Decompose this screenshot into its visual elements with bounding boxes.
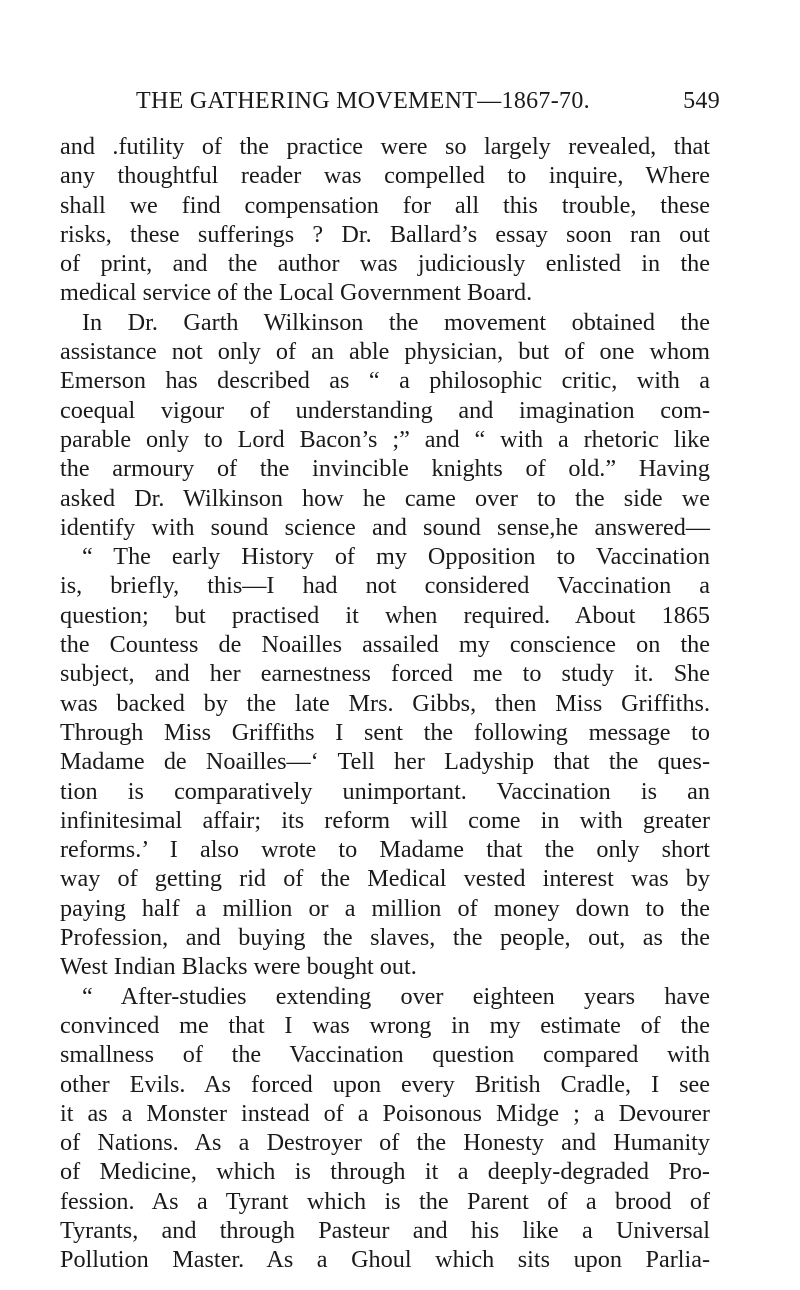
text-line: Madame de Noailles—‘ Tell her Ladyship that the ques- bbox=[60, 748, 710, 776]
text-line: it as a Monster instead of a Poisonous Midge ; a Devourer bbox=[60, 1099, 710, 1127]
text-line: the armoury of the invincible knights of old.” Having bbox=[60, 455, 710, 483]
text-line: assistance not only of an able physician, but of one whom bbox=[60, 338, 710, 366]
chapter-title: THE GATHERING MOVEMENT—1867-70. bbox=[136, 88, 590, 114]
text-line: parable only to Lord Bacon’s ;” and “ with a rhetoric like bbox=[60, 425, 710, 453]
text-line: tion is comparatively unimportant. Vaccination is an bbox=[60, 777, 710, 805]
text-line: was backed by the late Mrs. Gibbs, then Miss Griffiths. bbox=[60, 689, 710, 717]
text-line: “ After-studies extending over eighteen years have bbox=[82, 982, 710, 1010]
text-line: identify with sound science and sound sense,he answered— bbox=[60, 513, 710, 541]
text-line: Profession, and buying the slaves, the people, out, as the bbox=[60, 924, 710, 952]
text-line: coequal vigour of understanding and imagination com- bbox=[60, 396, 710, 424]
text-line: In Dr. Garth Wilkinson the movement obtained the bbox=[82, 308, 710, 336]
text-line: reforms.’ I also wrote to Madame that the only short bbox=[60, 836, 710, 864]
text-line: is, briefly, this—I had not considered Vaccination a bbox=[60, 572, 710, 600]
text-line: the Countess de Noailles assailed my conscience on the bbox=[60, 631, 710, 659]
text-line: Through Miss Griffiths I sent the following message to bbox=[60, 718, 710, 746]
page-number: 549 bbox=[683, 88, 720, 114]
text-line: Tyrants, and through Pasteur and his like a Universal bbox=[60, 1216, 710, 1244]
text-line: medical service of the Local Government Board. bbox=[60, 279, 533, 307]
running-head bbox=[96, 84, 720, 118]
text-line: asked Dr. Wilkinson how he came over to the side we bbox=[60, 484, 710, 512]
text-line: smallness of the Vaccination question compared with bbox=[60, 1041, 710, 1069]
text-line: of Medicine, which is through it a deeply-degraded Pro- bbox=[60, 1158, 710, 1186]
text-line: and .futility of the practice were so largely revealed, that bbox=[60, 133, 710, 160]
text-line: other Evils. As forced upon every British Cradle, I see bbox=[60, 1070, 710, 1098]
text-line: way of getting rid of the Medical vested interest was by bbox=[60, 865, 710, 893]
text-line: subject, and her earnestness forced me to study it. She bbox=[60, 660, 710, 688]
text-line: shall we find compensation for all this trouble, these bbox=[60, 191, 710, 219]
text-line: of print, and the author was judiciously enlisted in the bbox=[60, 250, 710, 278]
text-line: infinitesimal affair; its reform will come in with greater bbox=[60, 806, 710, 834]
text-line: paying half a million or a million of money down to the bbox=[60, 894, 710, 922]
body-text bbox=[60, 132, 710, 1275]
text-line: Emerson has described as “ a philosophic critic, with a bbox=[60, 367, 710, 395]
text-line: Pollution Master. As a Ghoul which sits upon Parlia- bbox=[60, 1246, 710, 1274]
text-line: of Nations. As a Destroyer of the Honesty and Humanity bbox=[60, 1129, 710, 1157]
text-line: “ The early History of my Opposition to Vaccination bbox=[82, 543, 710, 571]
text-line: any thoughtful reader was compelled to inquire, Where bbox=[60, 162, 710, 190]
text-line: West Indian Blacks were bought out. bbox=[60, 953, 417, 981]
text-line: convinced me that I was wrong in my estimate of the bbox=[60, 1011, 710, 1039]
text-line: question; but practised it when required. About 1865 bbox=[60, 601, 710, 629]
text-line: fession. As a Tyrant which is the Parent of a brood of bbox=[60, 1187, 710, 1215]
text-line: risks, these sufferings ? Dr. Ballard’s essay soon ran out bbox=[60, 220, 710, 248]
